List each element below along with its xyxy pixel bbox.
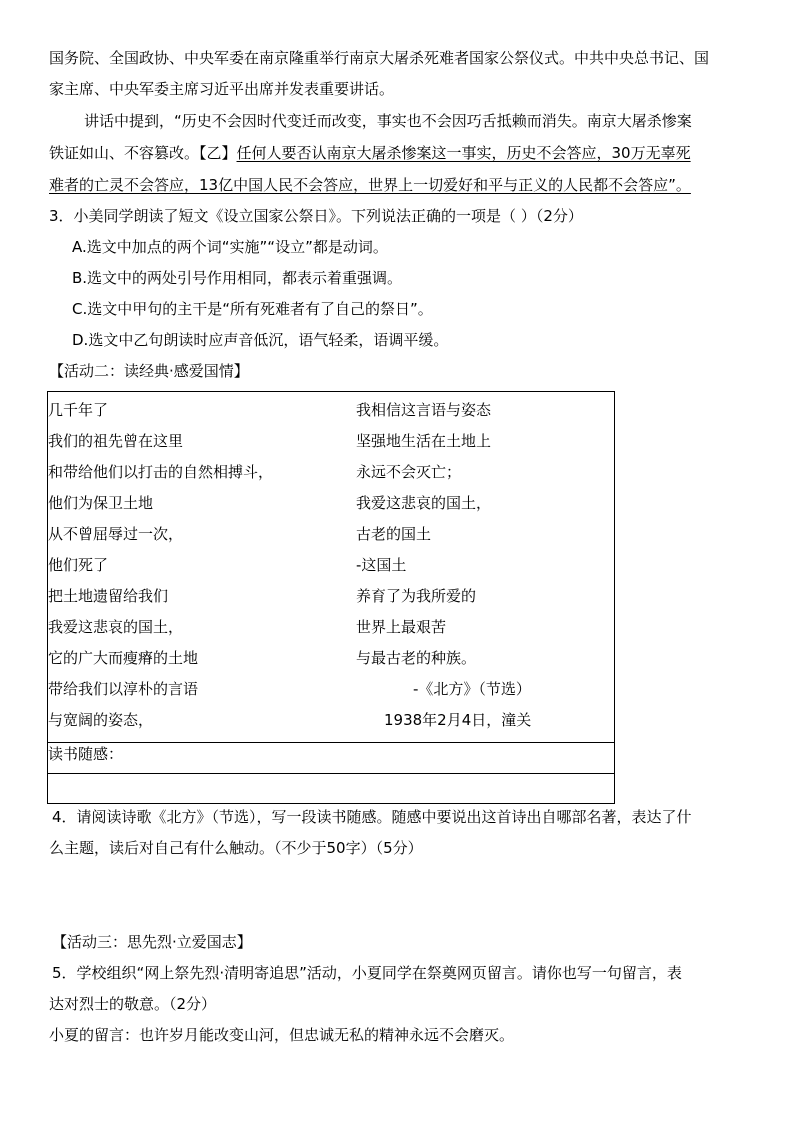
poem-left-line: 带给我们以淳朴的言语 xyxy=(48,680,199,698)
poem-right-line: 我相信这言语与姿态 xyxy=(356,401,492,419)
passage-line-2: 家主席、中央军委主席习近平出席并发表重要讲话。 xyxy=(49,80,395,98)
poem-right-line: 古老的国土 xyxy=(356,525,432,543)
activity2-title: 【活动二：读经典·感爱国情】 xyxy=(49,362,249,380)
poem-right-line: 养育了为我所爱的 xyxy=(356,587,477,605)
poem-left-line: 它的广大而瘦瘠的土地 xyxy=(48,649,199,667)
poem-left-line: 我爱这悲哀的国土， xyxy=(48,618,184,636)
q4-line-2: 么主题，读后对自己有什么触动。（不少于50字）（5分） xyxy=(49,839,423,857)
q3-option-c: C.选文中甲句的主干是“所有死难者有了自己的祭日”。 xyxy=(72,300,433,318)
poem-left-line: 从不曾屈辱过一次， xyxy=(48,525,184,543)
q3-stem: 3．小美同学朗读了短文《设立国家公祭日》。下列说法正确的一项是（ ）（2分） xyxy=(49,207,583,225)
poem-table xyxy=(47,391,615,804)
q5-line-3: 小夏的留言：也许岁月能改变山河，但忠诚无私的精神永远不会磨灭。 xyxy=(49,1026,515,1044)
notes-divider xyxy=(48,773,614,774)
poem-left-line: 把土地遗留给我们 xyxy=(48,587,169,605)
activity3-title: 【活动三：思先烈·立爱国志】 xyxy=(52,933,252,951)
passage-line-4-start: 铁证如山、不容篡改。【乙】 xyxy=(49,144,237,162)
passage-line-5: 难者的亡灵不会答应，13亿中国人民不会答应，世界上一切爱好和平与正义的人民都不会答应”。 xyxy=(49,176,691,194)
q3-option-a: A.选文中加点的两个词“实施”“设立”都是动词。 xyxy=(72,238,388,256)
underlined-sentence-yi: 任何人要否认南京大屠杀惨案这一事实，历史不会答应，30万无辜死 xyxy=(236,144,691,162)
poem-left-line: 他们为保卫土地 xyxy=(48,494,154,512)
q5-line-1: 5．学校组织“网上祭先烈·清明寄追思”活动，小夏同学在祭奠网页留言。请你也写一句留言，表 xyxy=(52,964,682,982)
passage-line-4 xyxy=(49,143,691,163)
poem-left-line: 几千年了 xyxy=(48,401,109,419)
q4-line-1: 4．请阅读诗歌《北方》（节选），写一段读书随感。随感中要说出这首诗出自哪部名著，表达了什 xyxy=(52,808,692,826)
passage-line-3: 讲话中提到，“历史不会因时代变迁而改变，事实也不会因巧舌抵赖而消失。南京大屠杀惨案 xyxy=(84,112,692,130)
poem-left-line: 与宽阔的姿态， xyxy=(48,711,154,729)
poem-left-line: 他们死了 xyxy=(48,556,109,574)
q3-option-b: B.选文中的两处引号作用相同，都表示着重强调。 xyxy=(72,269,403,287)
notes-label: 读书随感： xyxy=(48,745,124,763)
q3-option-d: D.选文中乙句朗读时应声音低沉，语气轻柔，语调平缓。 xyxy=(72,331,449,349)
poem-right-line: 世界上最艰苦 xyxy=(356,618,447,636)
poem-right-line: 与最古老的种族。 xyxy=(356,649,477,667)
poem-source: -《北方》（节选） xyxy=(413,680,531,698)
passage-line-1: 国务院、全国政协、中央军委在南京隆重举行南京大屠杀死难者国家公祭仪式。中共中央总书记、国 xyxy=(49,49,710,67)
q5-line-2: 达对烈士的敬意。（2分） xyxy=(49,995,217,1013)
poem-right-line: 坚强地生活在土地上 xyxy=(356,432,492,450)
poem-right-line: 永远不会灭亡； xyxy=(356,463,462,481)
poem-date: 1938年2月4日，潼关 xyxy=(384,711,532,729)
poem-left-line: 和带给他们以打击的自然相搏斗， xyxy=(48,463,274,481)
poem-divider xyxy=(48,742,614,743)
poem-left-line: 我们的祖先曾在这里 xyxy=(48,432,184,450)
poem-right-line: 我爱这悲哀的国土， xyxy=(356,494,492,512)
poem-right-line: -这国土 xyxy=(356,556,407,574)
